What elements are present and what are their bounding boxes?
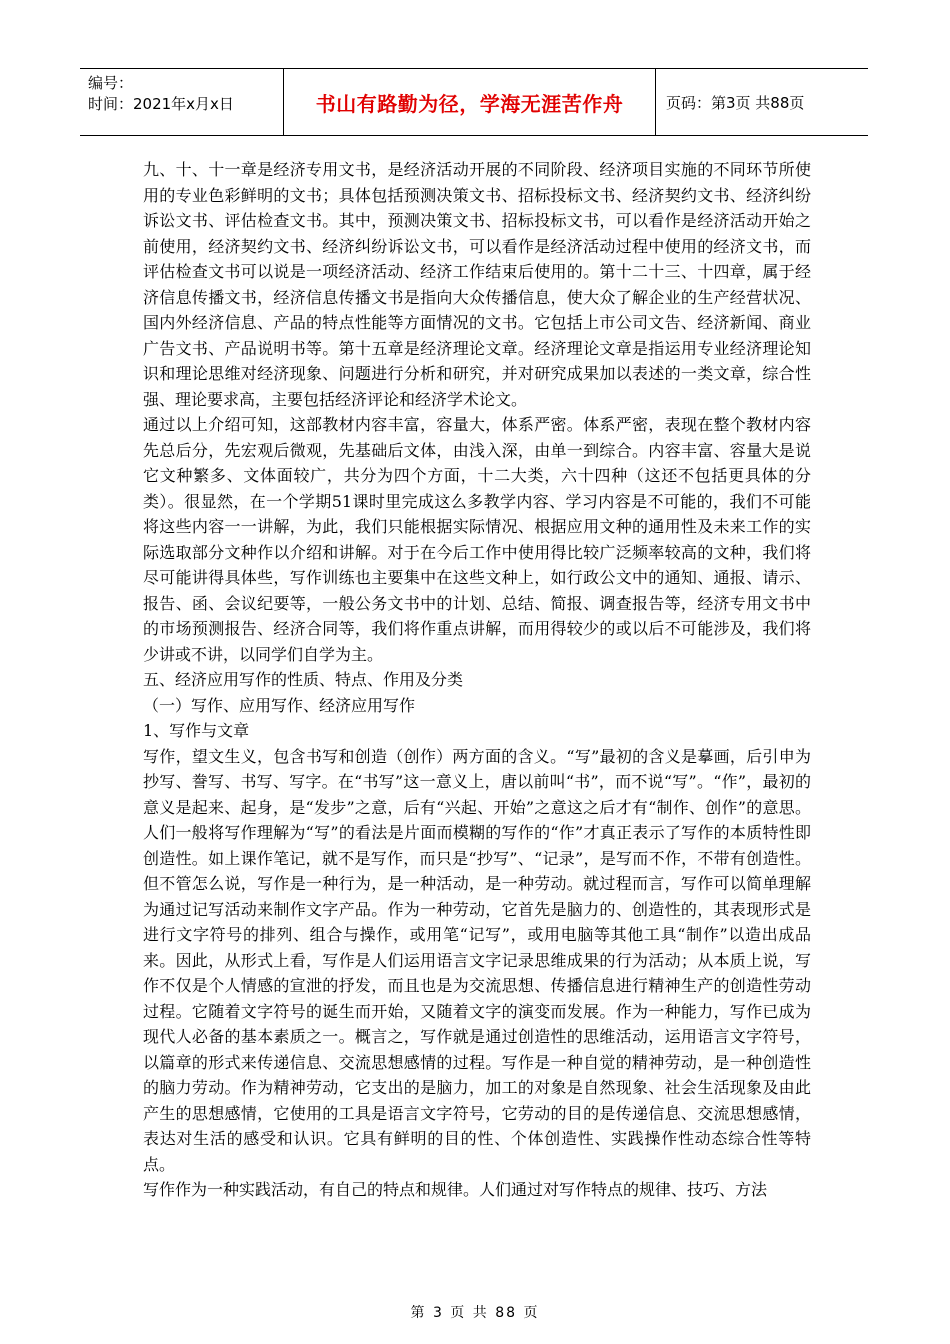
- header-meta: [80, 69, 284, 135]
- subheading-writing-and-articles: 1、写作与文章: [143, 721, 250, 740]
- paragraph-writing-practice: 写作作为一种实践活动，有自己的特点和规律。人们通过对写作特点的规律、技巧、方法: [143, 1180, 768, 1199]
- page-header: [80, 68, 868, 136]
- paragraph-writing-definition: 写作，望文生义，包含书写和创造（创作）两方面的含义。“写”最初的含义是摹画，后引申为抄写、誊写、书写、写字。在“书写”这一意义上，唐以前叫“书”，而不说“写”。“作”，最初的意义是起来、起身，是“发步”之意，后有“兴起、开始”之意这之后才有“制作、创作”的意思。人们一般将写作理解为“写”的看法是片面而模糊的写作的“作”才真正表示了写作的本质特性即创造性。如上课作笔记，就不是写作，而只是“抄写”、“记录”，是写而不作，不带有创造性。但不管怎么说，写作是一种行为，是一种活动，是一种劳动。就过程而言，写作可以简单理解为通过记写活动来制作文字产品。作为一种劳动，它首先是脑力的、创造性的，其表现形式是进行文字符号的排列、组合与操作，或用笔“记写”，或用电脑等其他工具“制作”以造出成品来。因此，从形式上看，写作是人们运用语言文字记录思维成果的行为活动；从本质上说，写作不仅是个人情感的宣泄的抒发，而且也是为交流思想、传播信息进行精神生产的创造性劳动过程。它随着文字符号的诞生而开始，又随着文字的演变而发展。作为一种能力，写作已成为现代人必备的基本素质之一。概言之，写作就是通过创造性的思维活动，运用语言文字符号，以篇章的形式来传递信息、交流思想感情的过程。写作是一种自觉的精神劳动，是一种创造性的脑力劳动。作为精神劳动，它支出的是脑力，加工的对象是自然现象、社会生活现象及由此产生的思想感情，它使用的工具是语言文字符号，它劳动的目的是传递信息、交流思想感情，表达对生活的感受和认识。它具有鲜明的目的性、个体创造性、实践操作性动态综合性等特点。: [143, 746, 811, 1174]
- paragraph-chapters-economic-documents: 九、十、十一章是经济专用文书，是经济活动开展的不同阶段、经济项目实施的不同环节所使用的专业色彩鲜明的文书；具体包括预测决策文书、招标投标文书、经济契约文书、经济纠纷诉讼文书、评估检查文书。其中，预测决策文书、招标投标文书，可以看作是经济活动开始之前使用，经济契约文书、经济纠纷诉讼文书，可以看作是经济活动过程中使用的经济文书，而评估检查文书可以说是一项经济活动、经济工作结束后使用的。第十二十三、十四章，属于经济信息传播文书，经济信息传播文书是指向大众传播信息，使大众了解企业的生产经营状况、国内外经济信息、产品的特点性能等方面情况的文书。它包括上市公司文告、经济新闻、商业广告文书、产品说明书等。第十五章是经济理论文章。经济理论文章是指运用专业经济理论知识和理论思维对经济现象、问题进行分析和研究，并对研究成果加以表述的一类文章，综合性强、理论要求高，主要包括经济评论和经济学术论文。: [143, 160, 811, 409]
- document-number-label: 编号：: [88, 74, 134, 92]
- subsection-heading-writing: （一）写作、应用写作、经济应用写作: [143, 695, 416, 715]
- document-body: [143, 157, 811, 1203]
- document-time-label: 时间：2021年x月x日: [88, 95, 234, 113]
- header-motto: 书山有路勤为径，学海无涯苦作舟: [284, 69, 656, 135]
- header-page-label: 页码：第3页 共88页: [666, 93, 805, 112]
- page-footer: 第 3 页 共 88 页: [410, 1305, 540, 1321]
- paragraph-textbook-overview: 通过以上介绍可知，这部教材内容丰富，容量大，体系严密。体系严密，表现在整个教材内容先总后分，先宏观后微观，先基础后文体，由浅入深，由单一到综合。内容丰富、容量大是说它文种繁多、文体面较广，共分为四个方面，十二大类，六十四种（这还不包括更具体的分类）。很显然，在一个学期51课时里完成这么多教学内容、学习内容是不可能的，我们不可能将这些内容一一讲解，为此，我们只能根据实际情况、根据应用文种的通用性及未来工作的实际选取部分文种作以介绍和讲解。对于在今后工作中使用得比较广泛频率较高的文种，我们将尽可能讲得具体些，写作训练也主要集中在这些文种上，如行政公文中的通知、通报、请示、报告、函、会议纪要等，一般公务文书中的计划、总结、简报、调查报告等，经济专用文书中的市场预测报告、经济合同等，我们将作重点讲解，而用得较少的或以后不可能涉及，我们将少讲或不讲，以同学们自学为主。: [143, 415, 811, 664]
- section-heading-nature-features: 五、经济应用写作的性质、特点、作用及分类: [143, 670, 464, 689]
